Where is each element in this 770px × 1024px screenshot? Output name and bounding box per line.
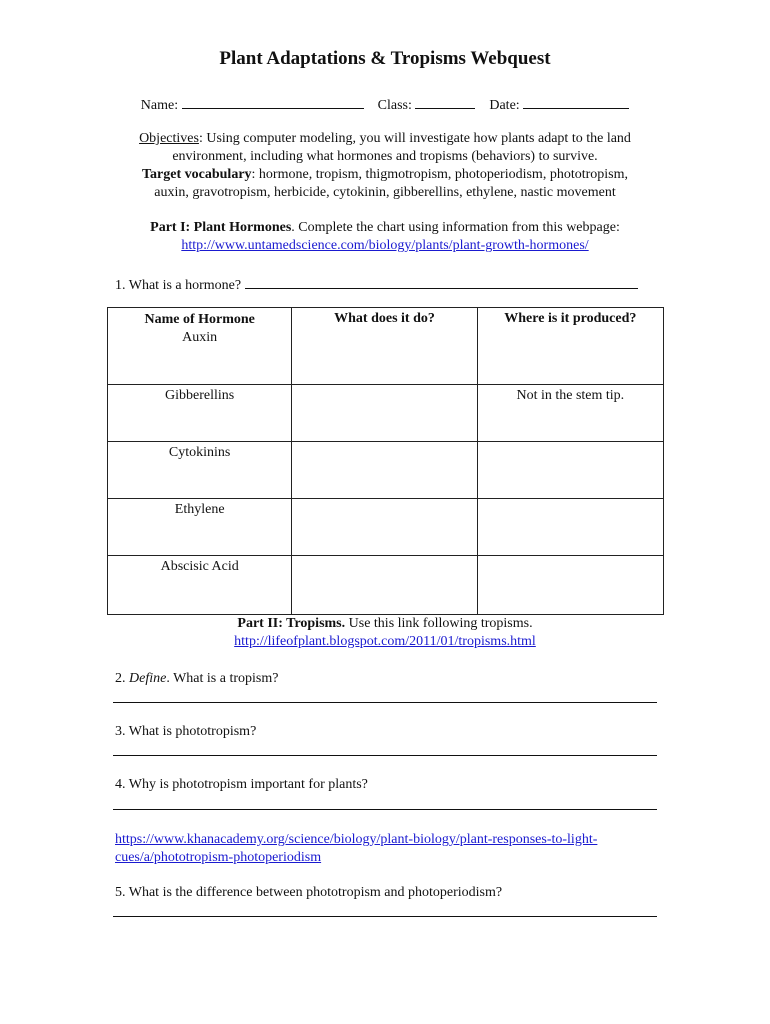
table-row xyxy=(108,556,664,615)
header-name-of-hormone: Name of Hormone xyxy=(144,312,255,327)
question-4: 4. Why is phototropism important for plants? xyxy=(115,777,368,792)
question-3: 3. What is phototropism? xyxy=(115,724,257,739)
part1-link-line xyxy=(0,238,770,254)
part1-text: . Complete the chart using information from this webpage: xyxy=(291,220,620,235)
objectives-text-1: : Using computer modeling, you will investigate how plants adapt to the land xyxy=(198,131,631,146)
question-2-text: . What is a tropism? xyxy=(166,671,279,686)
objectives-label: Objectives xyxy=(139,131,199,146)
produced-cell[interactable]: Not in the stem tip. xyxy=(477,385,663,442)
question-3-answer-line[interactable] xyxy=(113,755,657,756)
header-what-does-it-do: What does it do? xyxy=(334,311,435,326)
question-2-answer-line[interactable] xyxy=(113,702,657,703)
part2-label: Part II: Tropisms. xyxy=(237,616,346,631)
page-title: Plant Adaptations & Tropisms Webquest xyxy=(219,48,551,69)
vocab-text-1: : hormone, tropism, thigmotropism, photoperiodism, phototropism, xyxy=(251,167,628,182)
part2-text: Use this link following tropisms. xyxy=(345,616,533,631)
class-field[interactable] xyxy=(415,95,475,109)
hormones-link[interactable]: http://www.untamedscience.com/biology/plants/plant-growth-hormones/ xyxy=(181,238,589,253)
question-1-text: 1. What is a hormone? xyxy=(115,278,242,293)
produced-cell[interactable] xyxy=(477,308,663,385)
question-2-define: Define xyxy=(129,671,167,686)
table-row xyxy=(108,308,664,385)
question-2 xyxy=(115,671,278,687)
tropisms-link[interactable]: http://lifeofplant.blogspot.com/2011/01/tropisms.html xyxy=(234,634,536,649)
objectives-line-1 xyxy=(0,131,770,147)
hormone-chart xyxy=(107,307,664,615)
does-cell[interactable] xyxy=(292,308,477,385)
hormone-name-cell: Cytokinins xyxy=(108,442,292,499)
table-row xyxy=(108,442,664,499)
question-1 xyxy=(115,275,638,294)
does-cell[interactable] xyxy=(292,556,477,615)
does-cell[interactable] xyxy=(292,385,477,442)
produced-cell[interactable] xyxy=(477,556,663,615)
hormone-name: Auxin xyxy=(182,330,218,345)
hormone-name-cell: Abscisic Acid xyxy=(108,556,292,615)
khan-link-line-2 xyxy=(115,850,321,866)
objectives-line-2: environment, including what hormones and tropisms (behaviors) to survive. xyxy=(172,149,598,164)
date-field[interactable] xyxy=(523,95,629,109)
part2-heading xyxy=(0,616,770,632)
part1-heading xyxy=(0,220,770,236)
does-cell[interactable] xyxy=(292,499,477,556)
vocab-label: Target vocabulary xyxy=(142,167,252,182)
question-5: 5. What is the difference between phototropism and photoperiodism? xyxy=(115,885,503,900)
produced-cell[interactable] xyxy=(477,442,663,499)
class-label: Class: xyxy=(377,98,412,113)
name-field[interactable] xyxy=(182,95,364,109)
name-label: Name: xyxy=(140,98,179,113)
question-1-answer[interactable] xyxy=(245,275,638,289)
khan-link-line-1 xyxy=(115,832,597,848)
khan-academy-link[interactable]: https://www.khanacademy.org/science/biology/plant-biology/plant-responses-to-light- xyxy=(115,832,598,847)
table-row xyxy=(108,499,664,556)
part2-link-line xyxy=(0,634,770,650)
vocab-line-1 xyxy=(0,167,770,183)
table-row xyxy=(108,385,664,442)
question-2-number: 2. xyxy=(115,671,129,686)
question-4-answer-line[interactable] xyxy=(113,809,657,810)
hormone-name-cell: Gibberellins xyxy=(108,385,292,442)
header-fields xyxy=(0,95,770,114)
hormone-name-cell: Ethylene xyxy=(108,499,292,556)
header-where-produced: Where is it produced? xyxy=(504,311,637,326)
hormone-name-cell xyxy=(108,308,292,385)
produced-cell[interactable] xyxy=(477,499,663,556)
question-5-answer-line[interactable] xyxy=(113,916,657,917)
khan-academy-link-continued[interactable]: cues/a/phototropism-photoperiodism xyxy=(115,850,322,865)
date-label: Date: xyxy=(489,98,520,113)
vocab-line-2: auxin, gravotropism, herbicide, cytokinin, gibberellins, ethylene, nastic movement xyxy=(154,185,616,200)
part1-label: Part I: Plant Hormones xyxy=(150,220,292,235)
does-cell[interactable] xyxy=(292,442,477,499)
